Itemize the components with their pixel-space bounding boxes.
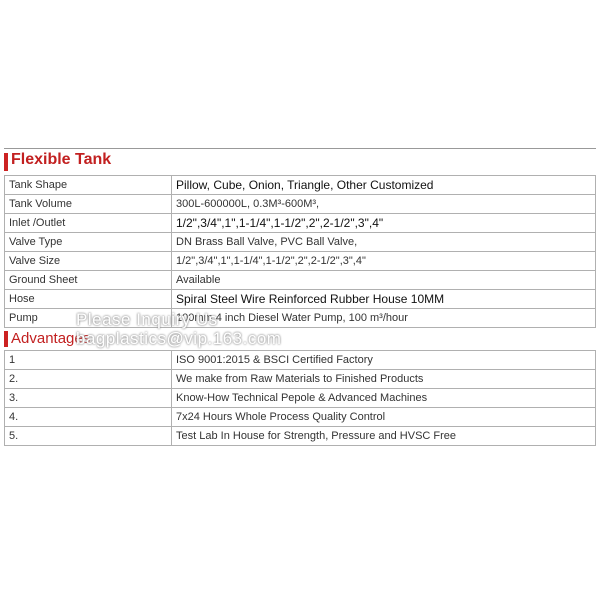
- row-label: Valve Size: [5, 252, 172, 271]
- row-value: DN Brass Ball Valve, PVC Ball Valve,: [172, 233, 596, 252]
- specs-table: [4, 175, 596, 328]
- row-value: We make from Raw Materials to Finished Products: [172, 370, 596, 389]
- table-row: [5, 214, 596, 233]
- row-label: Ground Sheet: [5, 271, 172, 290]
- table-row: [5, 389, 596, 408]
- table-row: [5, 408, 596, 427]
- row-value: Available: [172, 271, 596, 290]
- section-title: Flexible Tank: [11, 151, 112, 168]
- row-label: Inlet /Outlet: [5, 214, 172, 233]
- row-number: 4.: [5, 408, 172, 427]
- section-title: Advantages: [11, 330, 91, 347]
- row-label: Tank Shape: [5, 176, 172, 195]
- table-row: [5, 195, 596, 214]
- row-label: Tank Volume: [5, 195, 172, 214]
- table-row: [5, 271, 596, 290]
- table-row: [5, 290, 596, 309]
- row-label: Valve Type: [5, 233, 172, 252]
- watermark-line-2: bagplastics@vip.163.com: [76, 329, 282, 348]
- watermark-line-1: Please Inquiry Us: [76, 310, 218, 329]
- header-accent-bar: [4, 331, 8, 347]
- spec-sheet: [4, 148, 596, 446]
- row-value: 1/2",3/4",1",1-1/4",1-1/2",2",2-1/2",3",4": [172, 214, 596, 233]
- table-row: [5, 351, 596, 370]
- row-value: ISO 9001:2015 & BSCI Certified Factory: [172, 351, 596, 370]
- row-number: 1: [5, 351, 172, 370]
- header-accent-bar: [4, 153, 8, 171]
- table-row: [5, 370, 596, 389]
- row-value: 1/2",3/4",1",1-1/4",1-1/2",2",2-1/2",3",4": [172, 252, 596, 271]
- section-header-flexible-tank: [4, 148, 596, 175]
- row-number: 2.: [5, 370, 172, 389]
- table-row: [5, 427, 596, 446]
- row-label: Hose: [5, 290, 172, 309]
- advantages-table: [4, 350, 596, 446]
- table-row: [5, 233, 596, 252]
- row-value: 300L-600000L, 0.3M³-600M³,: [172, 195, 596, 214]
- row-value: Know-How Technical Pepole & Advanced Machines: [172, 389, 596, 408]
- row-value: Pillow, Cube, Onion, Triangle, Other Customized: [172, 176, 596, 195]
- row-value: Spiral Steel Wire Reinforced Rubber House 10MM: [172, 290, 596, 309]
- table-row: [5, 252, 596, 271]
- row-value: 100mm 4 inch Diesel Water Pump, 100 m³/hour: [172, 309, 596, 328]
- row-number: 5.: [5, 427, 172, 446]
- row-value: 7x24 Hours Whole Process Quality Control: [172, 408, 596, 427]
- row-value: Test Lab In House for Strength, Pressure and HVSC Free: [172, 427, 596, 446]
- table-row: [5, 176, 596, 195]
- row-label: Pump: [5, 309, 172, 328]
- row-number: 3.: [5, 389, 172, 408]
